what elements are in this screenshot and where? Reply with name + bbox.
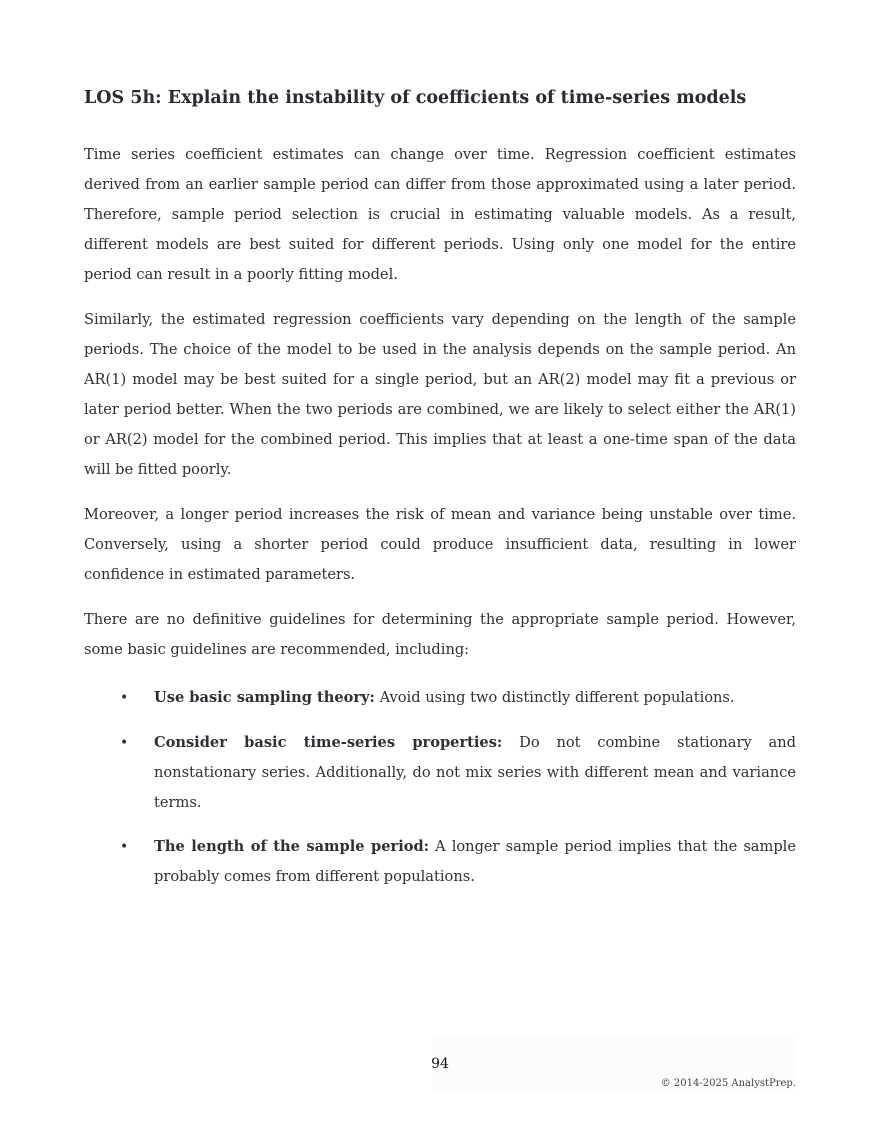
bullet-icon: • bbox=[120, 839, 129, 855]
bullet-term: Use basic sampling theory: bbox=[154, 689, 375, 706]
paragraph-4: There are no definitive guidelines for determining the appropriate sample period. However, some basic guidelines are recommended, including: bbox=[84, 611, 796, 658]
copyright-notice: © 2014-2025 AnalystPrep. bbox=[660, 1078, 796, 1089]
list-item bbox=[84, 683, 796, 713]
bullet-icon: • bbox=[120, 735, 129, 751]
list-item bbox=[84, 832, 796, 892]
guidelines-list bbox=[84, 683, 796, 892]
bullet-text: A longer sample period implies that the sample probably comes from different populations. bbox=[154, 838, 796, 885]
paragraph-2: Similarly, the estimated regression coefficients vary depending on the length of the sample periods. The choice of the model to be used in the analysis depends on the sample period. An AR(1) model may be best suited for a single period, but an AR(2) model may fit a previous or later period better. When the two periods are combined, we are likely to select either the AR(1) or AR(2) model for the combined period. This implies that at least a one-time span of the data will be fitted poorly. bbox=[84, 311, 796, 478]
section-heading: LOS 5h: Explain the instability of coefficients of time-series models bbox=[84, 88, 747, 108]
page-number: 94 bbox=[431, 1056, 449, 1072]
document-page bbox=[84, 0, 796, 1139]
bullet-term: Consider basic time-series properties: bbox=[154, 734, 503, 751]
bullet-icon: • bbox=[120, 690, 129, 706]
paragraph-1: Time series coefficient estimates can change over time. Regression coefficient estimates derived from an earlier sample period can differ from those approximated using a later period. Therefore, sample period selection is crucial in estimating valuable models. As a result, different models are best suited for different periods. Using only one model for the entire period can result in a poorly fitting model. bbox=[84, 146, 796, 283]
paragraph-3: Moreover, a longer period increases the risk of mean and variance being unstable over time. Conversely, using a shorter period could produce insufficient data, resulting in lower confidence in estimated parameters. bbox=[84, 506, 796, 583]
body-text bbox=[84, 140, 796, 892]
list-item bbox=[84, 728, 796, 818]
bullet-term: The length of the sample period: bbox=[154, 838, 430, 855]
bullet-text: Avoid using two distinctly different populations. bbox=[374, 689, 735, 706]
bullet-text: Do not combine stationary and nonstationary series. Additionally, do not mix series with different mean and variance terms. bbox=[154, 734, 796, 811]
